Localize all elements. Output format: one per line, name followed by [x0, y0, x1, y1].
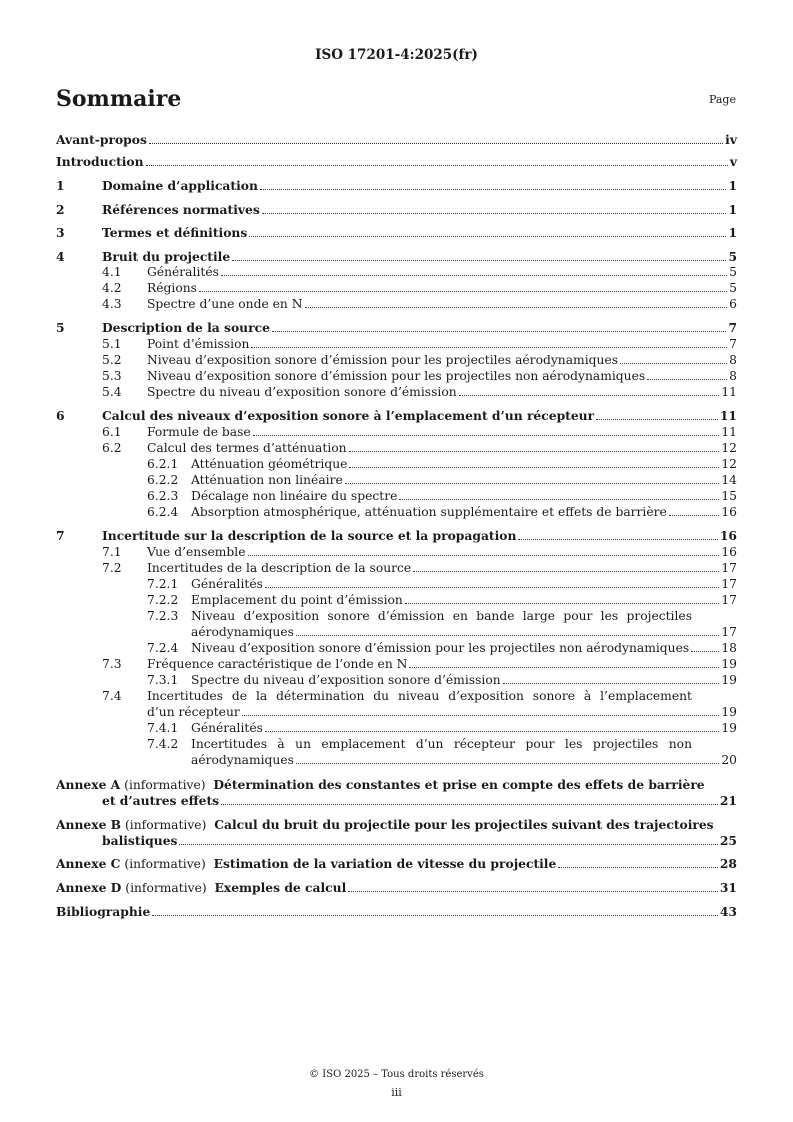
toc-entry-annex-d[interactable]: Annexe D (informative) Exemples de calcul 31 [56, 880, 737, 895]
toc-entry-6-2-3[interactable]: 6.2.3 Décalage non linéaire du spectre 15 [147, 489, 737, 503]
toc-entry-7-1[interactable]: 7.1 Vue d’ensemble 16 [102, 545, 737, 559]
toc-entry-7-2-2[interactable]: 7.2.2 Emplacement du point d’émission 17 [147, 593, 737, 607]
toc-entry-2[interactable]: 2 Références normatives 1 [56, 202, 737, 217]
document-header: ISO 17201-4:2025(fr) [315, 47, 478, 63]
toc-entry-5-3[interactable]: 5.3 Niveau d’exposition sonore d’émission pour les projectiles non aérodynamiques 8 [102, 369, 737, 383]
toc-entry-avant-propos[interactable]: Avant-propos iv [56, 132, 737, 147]
toc-entry-4-2[interactable]: 4.2 Régions 5 [102, 281, 737, 295]
toc-entry-annex-a[interactable]: Annexe A (informative) Détermination des constantes et prise en compte des effets de barrière et d’autres effets 21 [56, 777, 737, 808]
toc-entry-5[interactable]: 5 Description de la source 7 [56, 320, 737, 335]
toc-entry-6-2[interactable]: 6.2 Calcul des termes d’atténuation 12 [102, 441, 737, 455]
page-title: Sommaire [56, 86, 182, 112]
footer-page-number: iii [391, 1086, 402, 1099]
toc-entry-5-1[interactable]: 5.1 Point d’émission 7 [102, 337, 737, 351]
toc-entry-6[interactable]: 6 Calcul des niveaux d’exposition sonore à l’emplacement d’un récepteur 11 [56, 408, 737, 423]
toc-entry-7-2-1[interactable]: 7.2.1 Généralités 17 [147, 577, 737, 591]
toc-entry-introduction[interactable]: Introduction v [56, 154, 737, 169]
toc-entry-annex-c[interactable]: Annexe C (informative) Estimation de la variation de vitesse du projectile 28 [56, 856, 737, 871]
toc-entry-7-2-3[interactable]: 7.2.3 Niveau d’exposition sonore d’émission en bande large pour les projectiles aérodynamiques 17 [147, 609, 737, 639]
toc-entry-7-4-2[interactable]: 7.4.2 Incertitudes à un emplacement d’un récepteur pour les projectiles non aérodynamiques 20 [147, 737, 737, 767]
toc-entry-5-2[interactable]: 5.2 Niveau d’exposition sonore d’émission pour les projectiles aérodynamiques 8 [102, 353, 737, 367]
toc-entry-7-4[interactable]: 7.4 Incertitudes de la détermination du niveau d’exposition sonore à l’emplacement d’un récepteur 19 [102, 689, 737, 719]
toc-entry-6-2-4[interactable]: 6.2.4 Absorption atmosphérique, atténuation supplémentaire et effets de barrière 16 [147, 505, 737, 519]
page-column-label: Page [708, 93, 736, 106]
toc-entry-7-2[interactable]: 7.2 Incertitudes de la description de la source 17 [102, 561, 737, 575]
toc-entry-5-4[interactable]: 5.4 Spectre du niveau d’exposition sonore d’émission 11 [102, 385, 737, 399]
toc-entry-4-3[interactable]: 4.3 Spectre d’une onde en N 6 [102, 297, 737, 311]
toc-entry-4[interactable]: 4 Bruit du projectile 5 [56, 249, 737, 264]
toc-entry-6-2-2[interactable]: 6.2.2 Atténuation non linéaire 14 [147, 473, 737, 487]
footer-copyright: © ISO 2025 – Tous droits réservés [309, 1069, 484, 1080]
toc-entry-7-3-1[interactable]: 7.3.1 Spectre du niveau d’exposition sonore d’émission 19 [147, 673, 737, 687]
toc-entry-annex-b[interactable]: Annexe B (informative) Calcul du bruit du projectile pour les projectiles suivant des trajectoires balistiques 25 [56, 817, 737, 848]
toc-entry-7-3[interactable]: 7.3 Fréquence caractéristique de l’onde en N 19 [102, 657, 737, 671]
toc-entry-4-1[interactable]: 4.1 Généralités 5 [102, 265, 737, 279]
toc-entry-3[interactable]: 3 Termes et définitions 1 [56, 225, 737, 240]
toc-entry-6-1[interactable]: 6.1 Formule de base 11 [102, 425, 737, 439]
toc-entry-1[interactable]: 1 Domaine d’application 1 [56, 178, 737, 193]
toc-entry-7-4-1[interactable]: 7.4.1 Généralités 19 [147, 721, 737, 735]
toc-entry-bibliographie[interactable]: Bibliographie 43 [56, 904, 737, 919]
toc-entry-7-2-4[interactable]: 7.2.4 Niveau d’exposition sonore d’émission pour les projectiles non aérodynamiques 18 [147, 641, 737, 655]
toc-entry-7[interactable]: 7 Incertitude sur la description de la source et la propagation 16 [56, 528, 737, 543]
toc-entry-6-2-1[interactable]: 6.2.1 Atténuation géométrique 12 [147, 457, 737, 471]
